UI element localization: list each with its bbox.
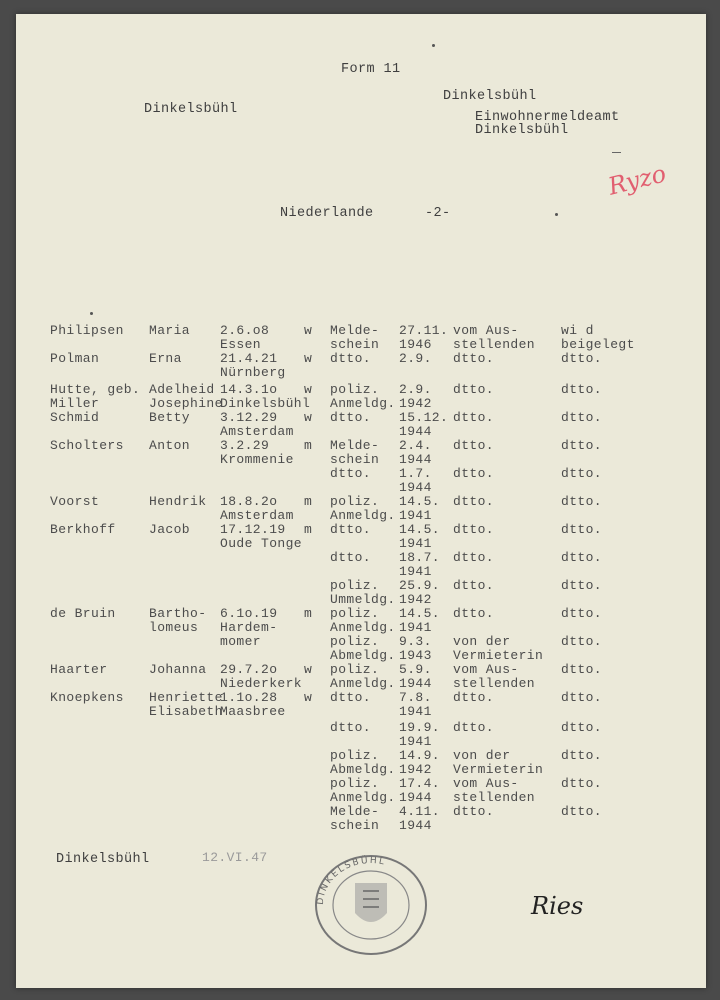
row-note: dtto. (561, 662, 603, 677)
row-date: 14.9. 1942 (399, 748, 441, 777)
row-date: 14.5. 1941 (399, 606, 441, 635)
row-source: dtto. (453, 550, 495, 565)
row-source: dtto. (453, 410, 495, 425)
row-source: dtto. (453, 466, 495, 481)
row-document: dtto. (330, 720, 372, 735)
row-document: dtto. (330, 466, 372, 481)
row-source: dtto. (453, 690, 495, 705)
speck (432, 44, 435, 47)
row-document: Melde- schein (330, 438, 380, 467)
row-date: 2.9. (399, 351, 432, 366)
row-name: de Bruin (50, 606, 116, 621)
row-birth: 1.1o.28 Maasbree (220, 690, 286, 719)
row-date: 14.5. 1941 (399, 494, 441, 523)
office-line-1: Einwohnermeldeamt (475, 110, 620, 125)
row-name: Berkhoff (50, 522, 116, 537)
row-source: dtto. (453, 351, 495, 366)
row-birth: 14.3.1o Dinkelsbühl (220, 382, 311, 411)
row-birth: 3.12.29 Amsterdam (220, 410, 294, 439)
row-date: 4.11. 1944 (399, 804, 441, 833)
place-right: Dinkelsbühl (443, 89, 537, 104)
row-first-name: Hendrik (149, 494, 207, 509)
row-birth: 18.8.2o Amsterdam (220, 494, 294, 523)
row-birth: 29.7.2o Niederkerk (220, 662, 303, 691)
row-date: 15.12. 1944 (399, 410, 449, 439)
row-document: poliz. Abmeldg. (330, 748, 396, 777)
row-note: dtto. (561, 410, 603, 425)
row-birth: 2.6.o8 Essen (220, 323, 270, 352)
row-name: Haarter (50, 662, 108, 677)
row-document: poliz. Ummeldg. (330, 578, 396, 607)
row-sex: w (304, 690, 313, 705)
underline-dash (612, 152, 621, 153)
row-source: dtto. (453, 494, 495, 509)
row-name: Voorst (50, 494, 100, 509)
row-first-name: Johanna (149, 662, 207, 677)
page-number: -2- (425, 206, 451, 221)
row-document: poliz. Anmeldg. (330, 606, 396, 635)
row-first-name: Henriette Elisabeth (149, 690, 223, 719)
row-date: 2.4. 1944 (399, 438, 432, 467)
row-name: Scholters (50, 438, 124, 453)
row-note: dtto. (561, 550, 603, 565)
row-sex: w (304, 323, 313, 338)
row-source: dtto. (453, 438, 495, 453)
footer-date: 12.VI.47 (202, 850, 268, 865)
row-birth: 6.1o.19 Hardem- momer (220, 606, 278, 649)
row-document: dtto. (330, 690, 372, 705)
row-source: dtto. (453, 606, 495, 621)
row-document: poliz. Abmeldg. (330, 634, 396, 663)
row-note: dtto. (561, 351, 603, 366)
row-note: dtto. (561, 438, 603, 453)
row-sex: m (304, 494, 313, 509)
row-date: 14.5. 1941 (399, 522, 441, 551)
row-note: dtto. (561, 606, 603, 621)
row-first-name: Jacob (149, 522, 191, 537)
row-note: dtto. (561, 466, 603, 481)
seal-text: DINKELSBÜHL (315, 855, 387, 906)
row-document: dtto. (330, 351, 372, 366)
row-source: vom Aus- stellenden (453, 323, 536, 352)
row-source: dtto. (453, 522, 495, 537)
row-date: 25.9. 1942 (399, 578, 441, 607)
row-first-name: Adelheid Josephine (149, 382, 223, 411)
row-note: dtto. (561, 748, 603, 763)
row-document: Melde- schein (330, 804, 380, 833)
row-date: 17.4. 1944 (399, 776, 441, 805)
row-sex: w (304, 382, 313, 397)
office-line-2: Dinkelsbühl (475, 123, 569, 138)
row-source: vom Aus- stellenden (453, 776, 536, 805)
official-seal-stamp (313, 853, 429, 957)
row-note: wi d beigelegt (561, 323, 635, 352)
row-name: Schmid (50, 410, 100, 425)
row-first-name: Erna (149, 351, 182, 366)
row-document: poliz. Anmeldg. (330, 662, 396, 691)
row-date: 19.9. 1941 (399, 720, 441, 749)
row-name: Knoepkens (50, 690, 124, 705)
row-sex: m (304, 522, 313, 537)
speck (555, 213, 558, 216)
row-date: 2.9. 1942 (399, 382, 432, 411)
row-document: dtto. (330, 522, 372, 537)
row-source: vom Aus- stellenden (453, 662, 536, 691)
row-source: von der Vermieterin (453, 748, 544, 777)
row-sex: m (304, 606, 313, 621)
row-note: dtto. (561, 720, 603, 735)
row-name: Polman (50, 351, 100, 366)
footer-place: Dinkelsbühl (56, 852, 150, 867)
row-document: dtto. (330, 550, 372, 565)
country-heading: Niederlande (280, 206, 374, 221)
row-date: 7.8. 1941 (399, 690, 432, 719)
row-source: von der Vermieterin (453, 634, 544, 663)
row-source: dtto. (453, 804, 495, 819)
row-note: dtto. (561, 382, 603, 397)
row-source: dtto. (453, 578, 495, 593)
row-date: 18.7. 1941 (399, 550, 441, 579)
row-note: dtto. (561, 690, 603, 705)
row-sex: w (304, 410, 313, 425)
row-source: dtto. (453, 382, 495, 397)
place-left: Dinkelsbühl (144, 102, 238, 117)
row-first-name: Anton (149, 438, 191, 453)
row-date: 27.11. 1946 (399, 323, 449, 352)
form-number: Form 11 (341, 62, 401, 77)
row-first-name: Bartho- lomeus (149, 606, 207, 635)
row-name: Hutte, geb. Miller (50, 382, 141, 411)
row-birth: 21.4.21 Nürnberg (220, 351, 286, 380)
red-handwritten-mark: Ryzo (605, 159, 669, 201)
row-date: 1.7. 1944 (399, 466, 432, 495)
row-date: 9.3. 1943 (399, 634, 432, 663)
document-page (16, 14, 706, 988)
row-first-name: Maria (149, 323, 191, 338)
handwritten-signature: Ries (531, 892, 584, 920)
row-document: poliz. Anmeldg. (330, 776, 396, 805)
row-document: poliz. Anmeldg. (330, 494, 396, 523)
row-sex: m (304, 438, 313, 453)
row-sex: w (304, 662, 313, 677)
row-document: Melde- schein (330, 323, 380, 352)
row-date: 5.9. 1944 (399, 662, 432, 691)
row-birth: 17.12.19 Oude Tonge (220, 522, 303, 551)
row-note: dtto. (561, 634, 603, 649)
row-note: dtto. (561, 804, 603, 819)
row-sex: w (304, 351, 313, 366)
row-note: dtto. (561, 522, 603, 537)
row-note: dtto. (561, 494, 603, 509)
row-note: dtto. (561, 578, 603, 593)
row-document: poliz. Anmeldg. (330, 382, 396, 411)
row-source: dtto. (453, 720, 495, 735)
row-document: dtto. (330, 410, 372, 425)
row-first-name: Betty (149, 410, 191, 425)
row-birth: 3.2.29 Krommenie (220, 438, 294, 467)
speck (90, 312, 93, 315)
row-name: Philipsen (50, 323, 124, 338)
row-note: dtto. (561, 776, 603, 791)
